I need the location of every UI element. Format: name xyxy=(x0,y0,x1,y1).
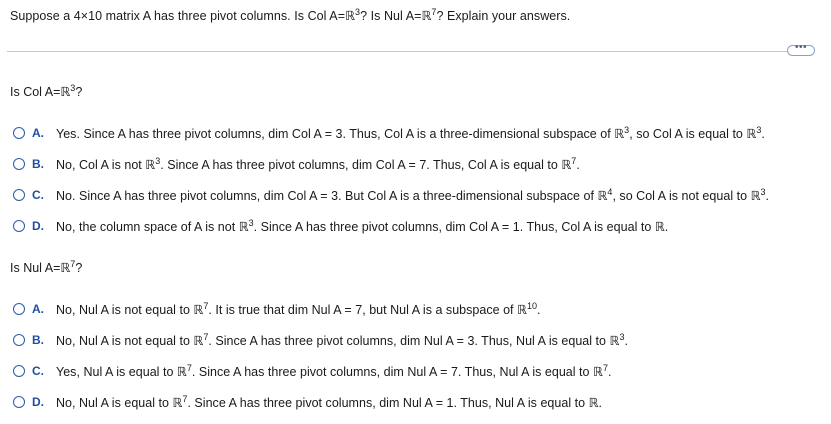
option-text-segment: ℝ xyxy=(614,126,625,141)
exponent: 4 xyxy=(607,186,613,197)
option-text-segment: . xyxy=(537,302,541,317)
radio-button-icon[interactable] xyxy=(13,396,25,408)
option-text-segment: = xyxy=(340,302,356,317)
option-text-segment: ℝ xyxy=(193,302,204,317)
option-text-segment: ℝ xyxy=(145,157,156,172)
exponent: 7 xyxy=(571,155,577,166)
equals-symbol: = xyxy=(337,9,346,23)
radio-button-icon[interactable] xyxy=(13,127,25,139)
question-1-label xyxy=(10,84,82,99)
option-letter: C. xyxy=(32,364,44,378)
option-text-segment: . xyxy=(765,188,770,203)
q2-option-a[interactable] xyxy=(13,300,541,318)
option-text-segment: = xyxy=(405,157,420,172)
option-text-segment: . Since A has three pivot columns, dim Col A xyxy=(253,219,499,234)
equals-symbol: = xyxy=(414,9,422,23)
q1-option-d[interactable] xyxy=(13,217,668,235)
option-text-segment: , so Col A is not equal to xyxy=(612,188,751,203)
question-2-label xyxy=(10,260,82,275)
option-text-segment: ℝ xyxy=(193,333,204,348)
q2-option-d[interactable] xyxy=(13,393,602,411)
option-text-segment: . Since A has three pivot columns, dim Nul A xyxy=(208,333,454,348)
exponent: 3 xyxy=(155,155,161,166)
option-text xyxy=(56,157,580,172)
option-text-segment: Yes, Nul A is equal to xyxy=(56,364,177,379)
option-text-segment: 7, but Nul A is a subspace of xyxy=(355,302,518,317)
option-text-segment: . Since A has three pivot columns, dim Nul A xyxy=(187,395,433,410)
option-text-segment: ℝ xyxy=(597,188,608,203)
option-letter: A. xyxy=(32,126,44,140)
option-text-segment: . Since A has three pivot columns, dim Nul A xyxy=(191,364,437,379)
exponent: 7 xyxy=(203,331,209,342)
option-text-segment: No, Nul A is not equal to xyxy=(56,302,194,317)
exponent: 7 xyxy=(203,300,209,311)
option-text xyxy=(56,302,541,317)
option-text-segment: ℝ xyxy=(746,126,757,141)
prompt-text: ? Is Nul A xyxy=(360,9,415,23)
q2-option-c[interactable] xyxy=(13,362,611,380)
option-text-segment: No. Since A has three pivot columns, dim Col A xyxy=(56,188,317,203)
option-text-segment: 1. Thus, Col A is equal to xyxy=(512,219,655,234)
radio-button-icon[interactable] xyxy=(13,334,25,346)
option-text-segment: . Since A has three pivot columns, dim Col A xyxy=(160,157,405,172)
q1-option-c[interactable] xyxy=(13,186,769,204)
option-letter: D. xyxy=(32,395,44,409)
q1-option-b[interactable] xyxy=(13,155,580,173)
option-text-segment: No, Col A is not xyxy=(56,157,146,172)
option-letter: B. xyxy=(32,157,44,171)
option-text-segment: No, Nul A is not equal to xyxy=(56,333,194,348)
exponent: 7 xyxy=(70,259,76,269)
radio-button-icon[interactable] xyxy=(13,365,25,377)
option-text-segment: = xyxy=(498,219,513,234)
option-text-segment: . It is true that dim Nul A xyxy=(208,302,341,317)
exponent: 3 xyxy=(624,124,630,135)
option-text xyxy=(56,333,628,348)
option-text-segment: = xyxy=(436,364,451,379)
option-text xyxy=(56,219,668,234)
exponent: 10 xyxy=(526,300,538,311)
option-text-segment: 3. Thus, Col A is a three-dimensional subspace of xyxy=(335,126,615,141)
option-text-segment: . xyxy=(624,333,628,348)
option-text-segment: ℝ xyxy=(176,364,187,379)
exponent: 7 xyxy=(431,7,437,17)
question-prompt xyxy=(10,8,570,23)
question-text: Is Col A xyxy=(10,85,54,99)
radio-button-icon[interactable] xyxy=(13,303,25,315)
real-numbers-symbol: ℝ xyxy=(421,9,432,23)
option-text-segment: ℝ xyxy=(238,219,249,234)
option-text-segment: ℝ xyxy=(750,188,761,203)
option-letter: D. xyxy=(32,219,44,233)
exponent: 7 xyxy=(602,362,608,373)
option-text xyxy=(56,126,765,141)
option-text-segment: 3. But Col A is a three-dimensional subspace of xyxy=(331,188,598,203)
question-text: Is Nul A xyxy=(10,261,54,275)
section-divider xyxy=(7,51,787,52)
prompt-text: 10 matrix A has three pivot columns. Is Col A xyxy=(88,9,338,23)
option-text-segment: 7. Thus, Col A is equal to xyxy=(419,157,562,172)
exponent: 3 xyxy=(619,331,625,342)
option-text-segment: . xyxy=(664,219,669,234)
option-text-segment: ℝ xyxy=(172,395,183,410)
real-numbers-symbol: ℝ xyxy=(60,85,71,99)
option-text-segment: . xyxy=(576,157,580,172)
q1-option-a[interactable] xyxy=(13,124,765,142)
option-text xyxy=(56,188,769,203)
option-text-segment: Yes. Since A has three pivot columns, dim Col A xyxy=(56,126,322,141)
equals-symbol: = xyxy=(53,261,61,275)
option-text xyxy=(56,364,611,379)
option-text-segment: No, the column space of A is not xyxy=(56,219,239,234)
option-text-segment: 1. Thus, Nul A is equal to xyxy=(446,395,589,410)
option-text-segment: ℝ xyxy=(593,364,603,379)
radio-button-icon[interactable] xyxy=(13,220,25,232)
prompt-text: ? Explain your answers. xyxy=(436,9,571,23)
option-letter: B. xyxy=(32,333,44,347)
option-text-segment: 3. Thus, Nul A is equal to xyxy=(467,333,610,348)
times-symbol: × xyxy=(80,9,89,23)
q2-option-b[interactable] xyxy=(13,331,628,349)
real-numbers-symbol: ℝ xyxy=(345,9,356,23)
option-text-segment: . xyxy=(761,126,765,141)
option-text-segment: No, Nul A is equal to xyxy=(56,395,173,410)
option-text-segment: . xyxy=(607,364,612,379)
exponent: 3 xyxy=(248,217,254,228)
radio-button-icon[interactable] xyxy=(13,189,25,201)
option-text-segment: , so Col A is equal to xyxy=(629,126,747,141)
question-text: ? xyxy=(75,85,83,99)
option-text-segment: = xyxy=(321,126,336,141)
exponent: 3 xyxy=(355,7,361,17)
option-text-segment: = xyxy=(453,333,468,348)
ellipsis-icon: ••• xyxy=(794,41,807,53)
equals-symbol: = xyxy=(53,85,61,99)
prompt-text: Suppose a 4 xyxy=(10,9,81,23)
option-text-segment: . xyxy=(598,395,602,410)
option-text-segment: = xyxy=(316,188,332,203)
radio-button-icon[interactable] xyxy=(13,158,25,170)
option-text xyxy=(56,395,602,410)
option-letter: A. xyxy=(32,302,44,316)
option-letter: C. xyxy=(32,188,44,202)
question-text: ? xyxy=(75,261,83,275)
exponent: 3 xyxy=(760,186,766,197)
exponent: 7 xyxy=(182,393,188,404)
more-options-button[interactable] xyxy=(787,41,815,56)
exponent: 3 xyxy=(756,124,762,135)
real-numbers-symbol: ℝ xyxy=(60,261,71,275)
exponent: 3 xyxy=(70,83,76,93)
option-text-segment: ℝ xyxy=(588,395,599,410)
option-text-segment: = xyxy=(432,395,447,410)
option-text-segment: ℝ xyxy=(517,302,527,317)
exponent: 7 xyxy=(186,362,192,373)
option-text-segment: ℝ xyxy=(654,219,665,234)
option-text-segment: ℝ xyxy=(609,333,620,348)
option-text-segment: ℝ xyxy=(561,157,572,172)
option-text-segment: 7. Thus, Nul A is equal to xyxy=(450,364,594,379)
